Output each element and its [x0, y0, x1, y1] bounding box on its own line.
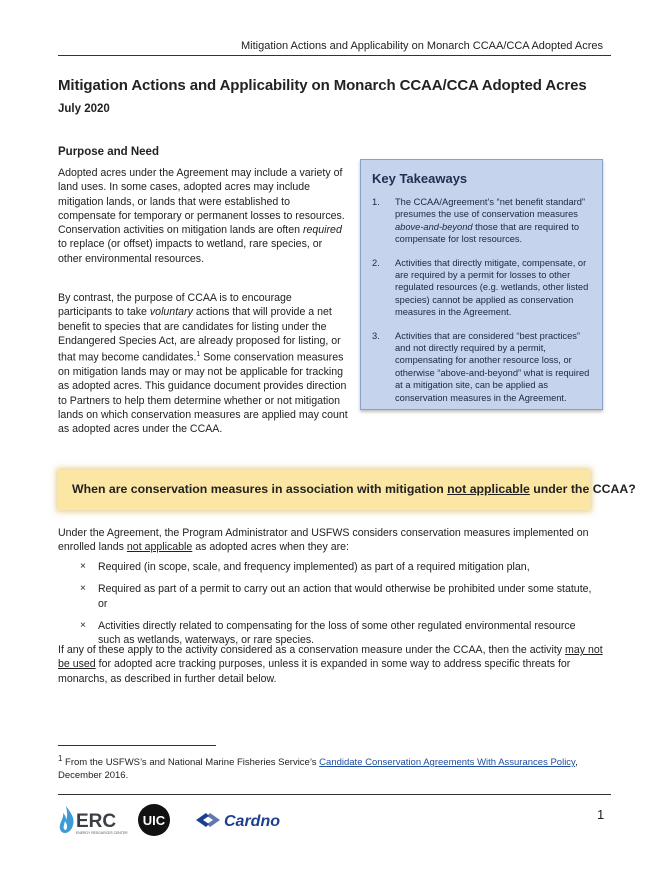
footnote: $^1$ From the USFWS’s and National Marine Fisheries Service’s Candidate Conservation Agreements With Assurances Policy, December 2016.	[58, 754, 578, 782]
footer-rule	[58, 794, 611, 795]
uic-logo	[138, 804, 170, 836]
erc-wordmark: ERC	[76, 811, 117, 832]
key-takeaways-list	[372, 196, 597, 410]
list-item: × Activities directly related to compensating for the loss of some other regulated environmental resource such as wetlands, waterways, or rare species.	[80, 619, 576, 647]
x-bullet-icon: ×	[80, 619, 86, 631]
question-heading: When are conservation measures in association with mitigation not applicable under the CCAA?	[72, 482, 636, 496]
cardno-logo	[196, 813, 280, 830]
takeaway-item: 2. Activities that directly mitigate, compensate, or are required by a permit for losses to other regulated resources (e.g. wetlands, other listed species) cannot be applied as conservation measures in the Agreement.	[372, 257, 589, 318]
erc-subtitle: ENERGY RESOURCES CENTER	[76, 831, 128, 835]
takeaway-number: 2.	[372, 257, 380, 268]
not-applicable-list	[80, 560, 600, 655]
footnote-number: 1	[58, 754, 63, 763]
erc-logo	[60, 806, 128, 835]
page-title: Mitigation Actions and Applicability on Monarch CCAA/CCA Adopted Acres	[58, 77, 587, 94]
question-callout	[58, 470, 636, 510]
x-bullet-icon: ×	[80, 583, 86, 595]
footer-logos	[58, 803, 318, 837]
purpose-paragraph-2: By contrast, the purpose of CCAA is to encourage participants to take voluntary actions that will provide a net benefit to species that are candidates for listing under the Endangered Species Act, are already proposed for listing, or that may become candidates.$^1$ Some conservation measures on mitigation lands may or may not be applicable for tracking as adopted acres. This guidance document provides direction to Partners to help them determine whether or not mitigation lands on which conservation measures are applied may count as adopted acres under the CCAA.	[58, 292, 348, 436]
purpose-paragraph-1: Adopted acres under the Agreement may include a variety of land uses. In some cases, adopted acres may include mitigation lands, or lands that were established to compensate for temporary or permanent losses to resources. Conservation activities on mitigation lands are often required to replace (or offset) impacts to wetland, rare species, or other environmental resources.	[58, 167, 345, 265]
x-bullet-icon: ×	[80, 561, 86, 572]
cardno-mark-icon	[196, 813, 209, 827]
not-applicable-intro: Under the Agreement, the Program Administrator and USFWS considers conservation measures implemented on enrolled lands not applicable as adopted acres when they are:	[58, 527, 589, 554]
running-header: Mitigation Actions and Applicability on Monarch CCAA/CCA Adopted Acres	[241, 40, 603, 52]
list-item: × Required as part of a permit to carry out an action that would otherwise be prohibited under some statute, or	[80, 583, 592, 610]
key-takeaways-box	[360, 159, 603, 410]
footnote-rule	[58, 745, 216, 746]
policy-link[interactable]: Candidate Conservation Agreements With Assurances Policy	[319, 757, 576, 769]
not-applicable-closing: If any of these apply to the activity considered as a conservation measure under the CCAA, then the activity may not be used for adopted acre tracking purposes, unless it is expanded in some way to address specific threats for monarchs, as described in further detail below.	[58, 644, 603, 685]
footnote-ref[interactable]: 1	[196, 351, 201, 359]
section-heading-purpose: Purpose and Need	[58, 146, 159, 158]
publication-date: July 2020	[58, 103, 110, 115]
takeaway-number: 1.	[372, 197, 380, 207]
page-number: 1	[597, 807, 605, 822]
key-takeaways-title: Key Takeaways	[372, 171, 468, 186]
flame-icon	[60, 806, 74, 833]
takeaway-item: 3. Activities that are considered “best practices” and not directly required by a permit, compensating for another resource loss, or otherwise “above-and-beyond” what is required at a mitigation site, can be applied as conservation measures in the Agreement.	[372, 330, 590, 403]
header-rule	[58, 55, 611, 56]
list-item: × Required (in scope, scale, and frequency implemented) as part of a required mitigation plan,	[80, 561, 530, 573]
takeaway-number: 3.	[372, 330, 380, 341]
uic-wordmark: UIC	[142, 813, 166, 828]
cardno-wordmark: Cardno	[224, 813, 280, 830]
takeaway-item: 1. The CCAA/Agreement’s “net benefit standard” presumes the use of conservation measures above-and-beyond those that are required to compensate for lost resources.	[372, 197, 585, 245]
